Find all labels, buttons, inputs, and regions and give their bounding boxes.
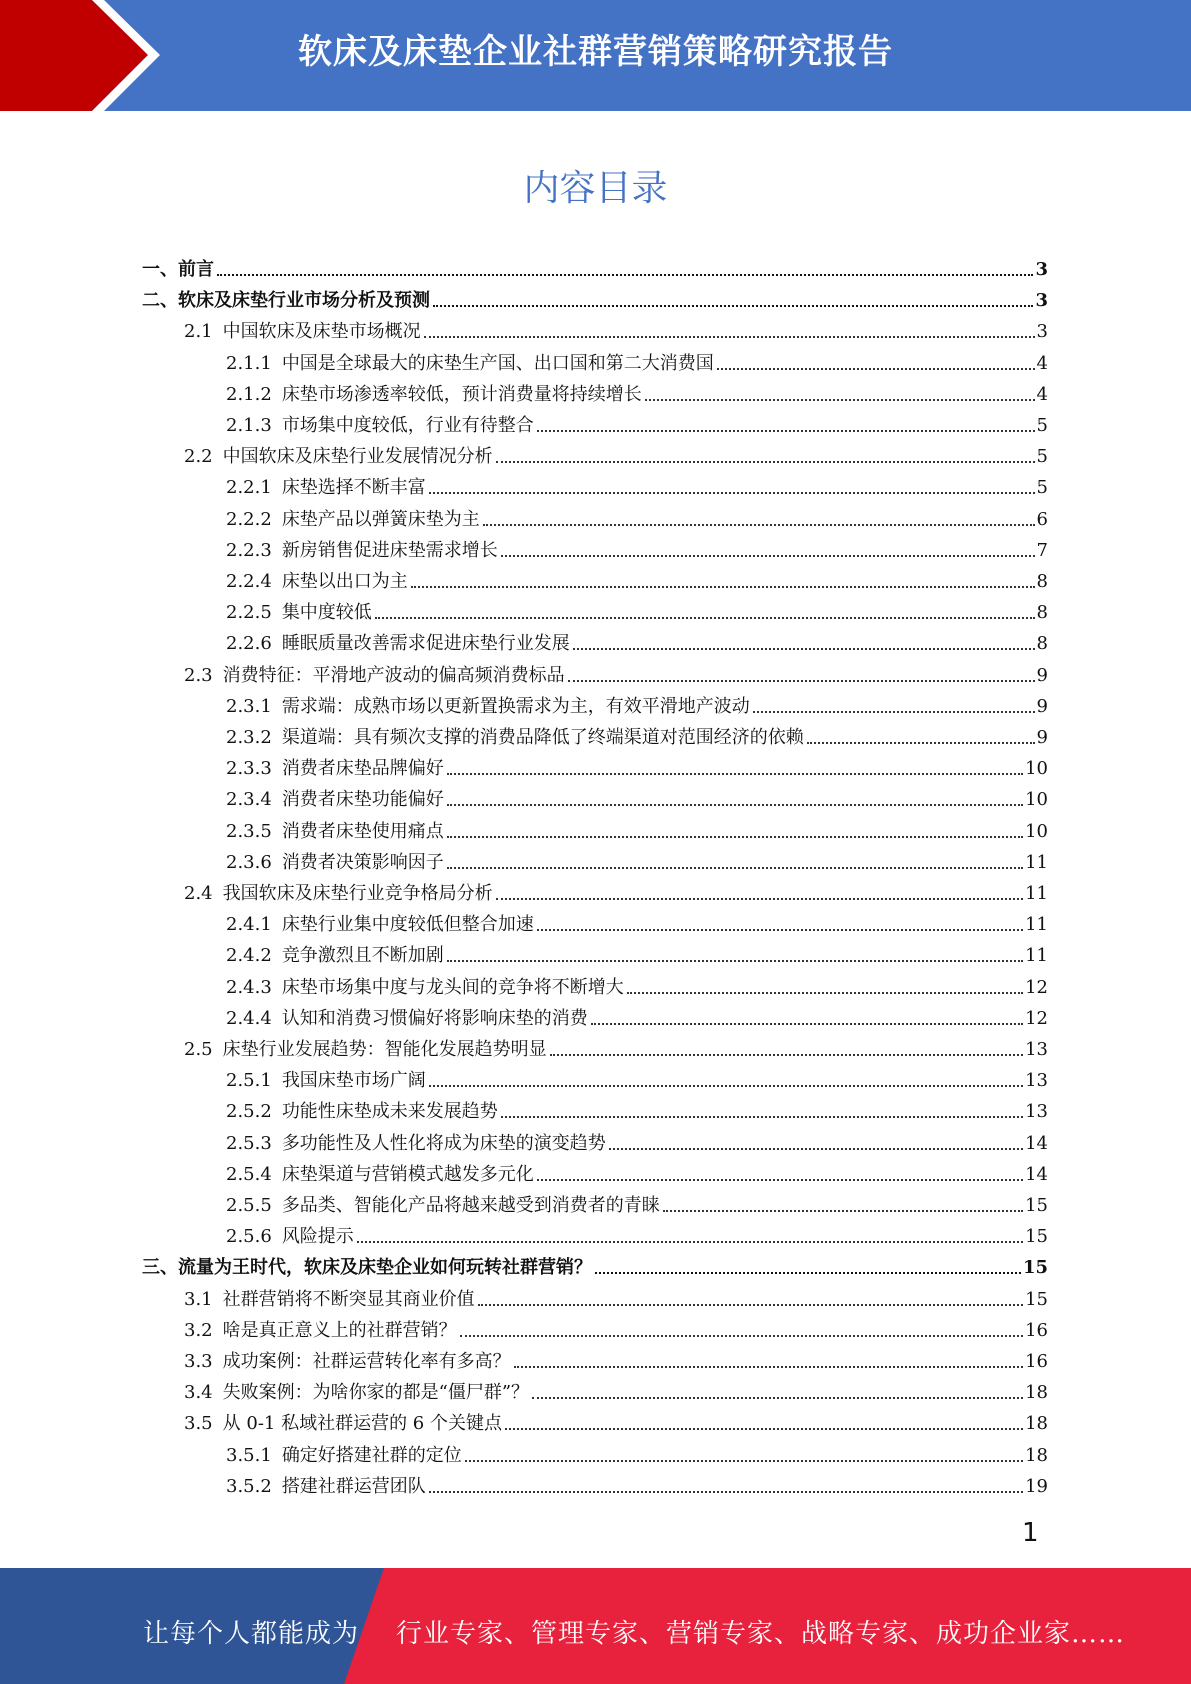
toc-entry-number: 2.1 — [184, 321, 213, 343]
toc-entry-text: 从 0-1 私域社群运营的 6 个关键点 — [222, 1413, 502, 1435]
toc-entry-text: 成功案例：社群运营转化率有多高？ — [222, 1351, 511, 1372]
toc-entry-number: 2.3.4 — [226, 789, 272, 811]
toc-entry[interactable] — [226, 378, 1048, 406]
toc-entry-label — [226, 789, 444, 811]
toc-dot-leader — [537, 929, 1023, 931]
toc-entry[interactable] — [184, 1407, 1048, 1435]
toc-dot-leader — [447, 960, 1023, 962]
toc-entry-page: 14 — [1025, 1132, 1048, 1154]
toc-entry[interactable] — [226, 939, 1048, 967]
toc-entry[interactable] — [184, 1345, 1048, 1373]
toc-entry[interactable] — [142, 253, 1048, 281]
toc-entry-label — [226, 1008, 588, 1030]
toc-entry-label — [226, 477, 426, 499]
toc-entry-number: 2.2.4 — [226, 571, 272, 592]
toc-entry-page: 8 — [1036, 602, 1048, 624]
toc-entry[interactable] — [226, 1470, 1048, 1498]
toc-entry-text: 床垫市场渗透率较低，预计消费量将持续增长 — [281, 383, 642, 405]
toc-entry[interactable] — [226, 409, 1048, 437]
toc-entry-page: 12 — [1025, 976, 1048, 998]
toc-dot-leader — [753, 711, 1035, 713]
toc-entry-label — [226, 1195, 660, 1217]
toc-entry-label — [184, 665, 565, 687]
toc-entry-text: 中国是全球最大的床垫生产国、出口国和第二大消费国 — [281, 352, 714, 374]
toc-entry-text: 床垫行业发展趋势：智能化发展趋势明显 — [222, 1039, 547, 1060]
toc-dot-leader — [514, 1366, 1023, 1368]
toc-entry[interactable] — [226, 627, 1048, 655]
toc-entry-page: 16 — [1025, 1351, 1048, 1372]
toc-entry[interactable] — [184, 440, 1048, 468]
toc-entry-number: 二、 — [142, 290, 178, 312]
toc-dot-leader — [424, 336, 1035, 338]
toc-entry[interactable] — [226, 752, 1048, 780]
toc-dot-leader — [411, 586, 1035, 588]
toc-dot-leader — [505, 1428, 1023, 1430]
toc-entry-text: 中国软床及床垫行业发展情况分析 — [222, 446, 493, 468]
toc-dot-leader — [483, 524, 1035, 526]
toc-dot-leader — [609, 1148, 1023, 1150]
toc-entry-text: 我国软床及床垫行业竞争格局分析 — [222, 883, 493, 904]
toc-entry-text: 消费者决策影响因子 — [281, 851, 444, 873]
toc-dot-leader — [460, 1335, 1023, 1337]
toc-entry-text: 多功能性及人性化将成为床垫的演变趋势 — [281, 1132, 606, 1154]
toc-entry-label — [226, 415, 534, 437]
toc-entry-page: 15 — [1025, 1226, 1048, 1248]
toc-entry-number: 2.5.4 — [226, 1163, 272, 1185]
toc-entry-text: 消费者床垫功能偏好 — [281, 789, 444, 811]
toc-entry-number: 2.1.3 — [226, 415, 272, 436]
toc-entry-text: 集中度较低 — [281, 602, 372, 624]
toc-entry-text: 啥是真正意义上的社群营销？ — [222, 1319, 457, 1341]
toc-entry-text: 市场集中度较低，行业有待整合 — [281, 415, 534, 436]
toc-entry[interactable] — [226, 815, 1048, 843]
toc-entry[interactable] — [184, 1376, 1048, 1404]
toc-entry-number: 三、 — [142, 1257, 178, 1279]
toc-entry-label — [226, 571, 408, 593]
toc-dot-leader — [447, 773, 1023, 775]
toc-entry-label — [226, 821, 444, 843]
toc-entry-label — [142, 290, 430, 312]
toc-dot-leader — [501, 1116, 1023, 1118]
toc-entry[interactable] — [226, 1064, 1048, 1092]
toc-dot-leader — [663, 1210, 1023, 1212]
toc-entry-label — [226, 1101, 498, 1123]
toc-entry-text: 需求端：成熟市场以更新置换需求为主，有效平滑地产波动 — [281, 695, 750, 717]
toc-entry-label — [226, 945, 444, 967]
toc-entry[interactable] — [226, 846, 1048, 874]
toc-entry-text: 功能性床垫成未来发展趋势 — [281, 1101, 498, 1123]
toc-entry-page: 11 — [1025, 883, 1048, 904]
toc-entry-number: 2.4.1 — [226, 914, 272, 936]
toc-entry[interactable] — [226, 908, 1048, 936]
toc-entry-label — [226, 633, 570, 655]
toc-entry-number: 2.2 — [184, 446, 213, 468]
toc-entry-page: 7 — [1036, 539, 1048, 561]
toc-entry-number: 3.2 — [184, 1319, 213, 1341]
toc-entry-page: 4 — [1036, 352, 1048, 374]
toc-dot-leader — [532, 1397, 1023, 1399]
toc-entry-text: 前言 — [178, 259, 214, 280]
toc-entry-text: 失败案例：为啥你家的都是“僵尸群”？ — [222, 1382, 530, 1404]
toc-entry-text: 中国软床及床垫市场概况 — [222, 321, 421, 343]
toc-entry-text: 搭建社群运营团队 — [281, 1475, 426, 1497]
toc-entry[interactable] — [184, 1314, 1048, 1342]
toc-entry-label — [226, 1164, 534, 1186]
toc-entry-number: 2.4.4 — [226, 1007, 272, 1029]
toc-entry-page: 18 — [1025, 1444, 1048, 1466]
toc-entry-page: 15 — [1025, 1195, 1048, 1216]
toc-entry-number: 2.3.3 — [226, 758, 272, 780]
toc-entry-number: 2.1.2 — [226, 383, 272, 405]
toc-entry[interactable] — [142, 284, 1048, 312]
toc-dot-leader — [591, 1023, 1023, 1025]
toc-entry-label — [226, 1133, 606, 1155]
toc-entry-label — [226, 1226, 354, 1248]
toc-entry-label — [226, 384, 642, 406]
toc-entry[interactable] — [226, 1189, 1048, 1217]
toc-entry-number: 3.4 — [184, 1382, 213, 1404]
toc-dot-leader — [550, 1054, 1023, 1056]
toc-entry-label — [226, 727, 804, 749]
toc-entry[interactable] — [226, 971, 1048, 999]
toc-entry-text: 确定好搭建社群的定位 — [281, 1444, 462, 1466]
toc-entry-page: 5 — [1036, 477, 1048, 499]
toc-heading: 内容目录 — [523, 168, 668, 209]
toc-entry-number: 2.4.3 — [226, 976, 272, 998]
toc-entry[interactable] — [226, 1127, 1048, 1155]
toc-entry[interactable] — [184, 315, 1048, 343]
toc-entry[interactable] — [226, 347, 1048, 375]
toc-entry-number: 3.5.2 — [226, 1475, 272, 1497]
toc-entry[interactable] — [226, 1439, 1048, 1467]
toc-entry[interactable] — [226, 783, 1048, 811]
toc-entry-label — [226, 540, 498, 562]
toc-entry-page: 11 — [1025, 945, 1048, 967]
toc-dot-leader — [357, 1241, 1023, 1243]
toc-entry-page: 8 — [1036, 571, 1048, 592]
toc-entry-text: 社群营销将不断突显其商业价值 — [222, 1288, 475, 1310]
toc-entry-page: 16 — [1025, 1319, 1048, 1341]
toc-entry[interactable] — [226, 1220, 1048, 1248]
toc-entry-number: 2.2.5 — [226, 602, 272, 624]
toc-dot-leader — [433, 305, 1033, 307]
toc-dot-leader — [375, 617, 1035, 619]
toc-entry[interactable] — [184, 659, 1048, 687]
toc-dot-leader — [573, 648, 1035, 650]
toc-entry-number: 2.5 — [184, 1039, 213, 1060]
toc-entry-page: 3 — [1035, 259, 1048, 280]
toc-dot-leader — [478, 1304, 1023, 1306]
toc-entry-number: 2.3.1 — [226, 695, 272, 717]
toc-dot-leader — [429, 1491, 1023, 1493]
toc-entry-text: 竞争激烈且不断加剧 — [281, 945, 444, 967]
toc-entry-label — [184, 1413, 502, 1435]
toc-entry-text: 多品类、智能化产品将越来越受到消费者的青睐 — [281, 1195, 660, 1216]
toc-dot-leader — [807, 742, 1035, 744]
toc-dot-leader — [447, 836, 1023, 838]
toc-entry-page: 13 — [1025, 1039, 1048, 1060]
toc-entry-page: 3 — [1035, 290, 1048, 312]
toc-entry-number: 2.5.2 — [226, 1101, 272, 1123]
toc-entry-number: 2.2.3 — [226, 539, 272, 561]
toc-entry-page: 3 — [1036, 321, 1048, 343]
toc-entry-page: 5 — [1036, 446, 1048, 468]
page-header — [0, 0, 1191, 111]
toc-entry-label — [226, 509, 480, 531]
toc-entry-number: 3.3 — [184, 1351, 213, 1372]
toc-entry[interactable] — [226, 690, 1048, 718]
footer-slogan-left: 让每个人都能成为 — [143, 1619, 360, 1649]
toc-entry-page: 8 — [1036, 633, 1048, 655]
toc-entry-number: 3.5.1 — [226, 1444, 272, 1466]
toc-dot-leader — [429, 492, 1035, 494]
toc-entry-label — [184, 1320, 457, 1342]
toc-entry-text: 床垫选择不断丰富 — [281, 477, 426, 499]
toc-entry-page: 9 — [1036, 664, 1048, 686]
toc-entry-number: 2.3.2 — [226, 727, 272, 748]
toc-entry-number: 2.1.1 — [226, 352, 272, 374]
toc-entry-label — [184, 1351, 511, 1373]
page-number: 1 — [1022, 1518, 1039, 1548]
toc-entry-number: 2.5.5 — [226, 1195, 272, 1216]
toc-entry[interactable] — [142, 1251, 1048, 1279]
toc-entry-number: 2.3.6 — [226, 851, 272, 873]
toc-entry-page: 18 — [1025, 1413, 1048, 1435]
toc-entry-label — [226, 1476, 426, 1498]
toc-entry-number: 2.2.6 — [226, 633, 272, 655]
toc-dot-leader — [496, 898, 1023, 900]
toc-entry-label — [226, 977, 624, 999]
toc-entry-number: 2.3 — [184, 664, 213, 686]
toc-entry[interactable] — [226, 721, 1048, 749]
toc-entry-number: 3.1 — [184, 1288, 213, 1310]
toc-entry-number: 2.4 — [184, 883, 213, 904]
toc-entry[interactable] — [226, 503, 1048, 531]
toc-entry[interactable] — [226, 1002, 1048, 1030]
toc-entry-page: 10 — [1025, 789, 1048, 811]
toc-entry-text: 消费者床垫品牌偏好 — [281, 758, 444, 780]
toc-dot-leader — [627, 992, 1023, 994]
toc-entry-page: 5 — [1036, 415, 1048, 436]
toc-entry-text: 渠道端：具有频次支撑的消费品降低了终端渠道对范围经济的依赖 — [281, 727, 804, 748]
toc-entry-number: 2.2.1 — [226, 477, 272, 499]
toc-entry-text: 消费者床垫使用痛点 — [281, 820, 444, 842]
toc-entry-label — [184, 1382, 529, 1404]
toc-entry-label — [226, 602, 372, 624]
toc-dot-leader — [465, 1460, 1023, 1462]
toc-dot-leader — [429, 1085, 1023, 1087]
toc-dot-leader — [568, 680, 1035, 682]
toc-entry-page: 4 — [1036, 383, 1048, 405]
toc-entry-label — [184, 446, 493, 468]
toc-entry-text: 流量为王时代，软床及床垫企业如何玩转社群营销？ — [178, 1257, 592, 1279]
toc-entry-label — [142, 259, 214, 281]
toc-entry-number: 2.4.2 — [226, 945, 272, 967]
toc-entry-label — [226, 852, 444, 874]
toc-entry-number: 2.2.2 — [226, 508, 272, 530]
toc-entry-page: 10 — [1025, 758, 1048, 780]
toc-dot-leader — [537, 1179, 1023, 1181]
toc-entry-text: 认知和消费习惯偏好将影响床垫的消费 — [281, 1007, 588, 1029]
toc-entry-text: 床垫以出口为主 — [281, 571, 408, 592]
toc-entry[interactable] — [226, 1095, 1048, 1123]
toc-entry[interactable] — [226, 596, 1048, 624]
toc-dot-leader — [717, 368, 1035, 370]
toc-entry-text: 风险提示 — [281, 1226, 354, 1248]
toc-entry-page: 9 — [1036, 727, 1048, 748]
toc-entry[interactable] — [226, 534, 1048, 562]
toc-entry-page: 11 — [1025, 914, 1048, 936]
toc-entry-label — [184, 1039, 547, 1061]
toc-entry-page: 10 — [1025, 820, 1048, 842]
toc-entry-text: 床垫市场集中度与龙头间的竞争将不断增大 — [281, 976, 624, 998]
toc-entry-page: 19 — [1025, 1475, 1048, 1497]
toc-dot-leader — [595, 1272, 1021, 1274]
toc-entry-number: 2.5.1 — [226, 1070, 272, 1092]
toc-entry-number: 2.5.6 — [226, 1226, 272, 1248]
toc-entry-label — [226, 353, 714, 375]
toc-entry[interactable] — [226, 471, 1048, 499]
toc-dot-leader — [496, 461, 1035, 463]
toc-entry-page: 14 — [1025, 1163, 1048, 1185]
toc-entry-text: 睡眠质量改善需求促进床垫行业发展 — [281, 633, 570, 655]
toc-entry-page: 6 — [1036, 508, 1048, 530]
toc-entry-label — [226, 914, 534, 936]
toc-entry-text: 新房销售促进床垫需求增长 — [281, 539, 498, 561]
toc-entry[interactable] — [184, 877, 1048, 905]
footer-slogan-right: 行业专家、管理专家、营销专家、战略专家、成功企业家…… — [396, 1619, 1126, 1649]
toc-entry-page: 12 — [1025, 1007, 1048, 1029]
toc-entry-page: 13 — [1025, 1070, 1048, 1092]
toc-entry-label — [142, 1257, 592, 1279]
toc-dot-leader — [447, 867, 1023, 869]
toc-entry-label — [226, 1445, 462, 1467]
toc-entry-text: 床垫行业集中度较低但整合加速 — [281, 914, 534, 936]
toc-entry-label — [184, 1289, 475, 1311]
report-title: 软床及床垫企业社群营销策略研究报告 — [298, 32, 893, 72]
toc-dot-leader — [645, 399, 1035, 401]
toc-entry[interactable] — [184, 1283, 1048, 1311]
toc-entry-text: 床垫渠道与营销模式越发多元化 — [281, 1163, 534, 1185]
toc-entry-page: 18 — [1025, 1382, 1048, 1404]
toc-entry-label — [226, 696, 750, 718]
toc-entry-text: 我国床垫市场广阔 — [281, 1070, 426, 1092]
toc-entry-page: 13 — [1025, 1101, 1048, 1123]
toc-entry-label — [226, 758, 444, 780]
toc-entry-page: 15 — [1025, 1288, 1048, 1310]
toc-entry-label — [184, 321, 421, 343]
toc-entry[interactable] — [184, 1033, 1048, 1061]
page-footer — [0, 1568, 1191, 1684]
toc-entry-number: 3.5 — [184, 1413, 213, 1435]
toc-entry-text: 软床及床垫行业市场分析及预测 — [178, 290, 430, 312]
toc-entry-page: 15 — [1022, 1257, 1048, 1279]
toc-dot-leader — [447, 804, 1023, 806]
toc-entry-text: 消费特征：平滑地产波动的偏高频消费标品 — [222, 664, 565, 686]
toc-entry-text: 床垫产品以弹簧床垫为主 — [281, 508, 480, 530]
toc-entry-page: 9 — [1036, 695, 1048, 717]
toc-dot-leader — [501, 555, 1035, 557]
toc-dot-leader — [537, 430, 1035, 432]
toc-entry-page: 11 — [1025, 851, 1048, 873]
toc-entry-number: 一、 — [142, 259, 178, 280]
toc-entry[interactable] — [226, 565, 1048, 593]
toc-dot-leader — [217, 274, 1033, 276]
toc-entry-label — [184, 883, 493, 905]
toc-entry[interactable] — [226, 1158, 1048, 1186]
toc-entry-label — [226, 1070, 426, 1092]
toc-entry-number: 2.3.5 — [226, 820, 272, 842]
toc-entry-number: 2.5.3 — [226, 1132, 272, 1154]
